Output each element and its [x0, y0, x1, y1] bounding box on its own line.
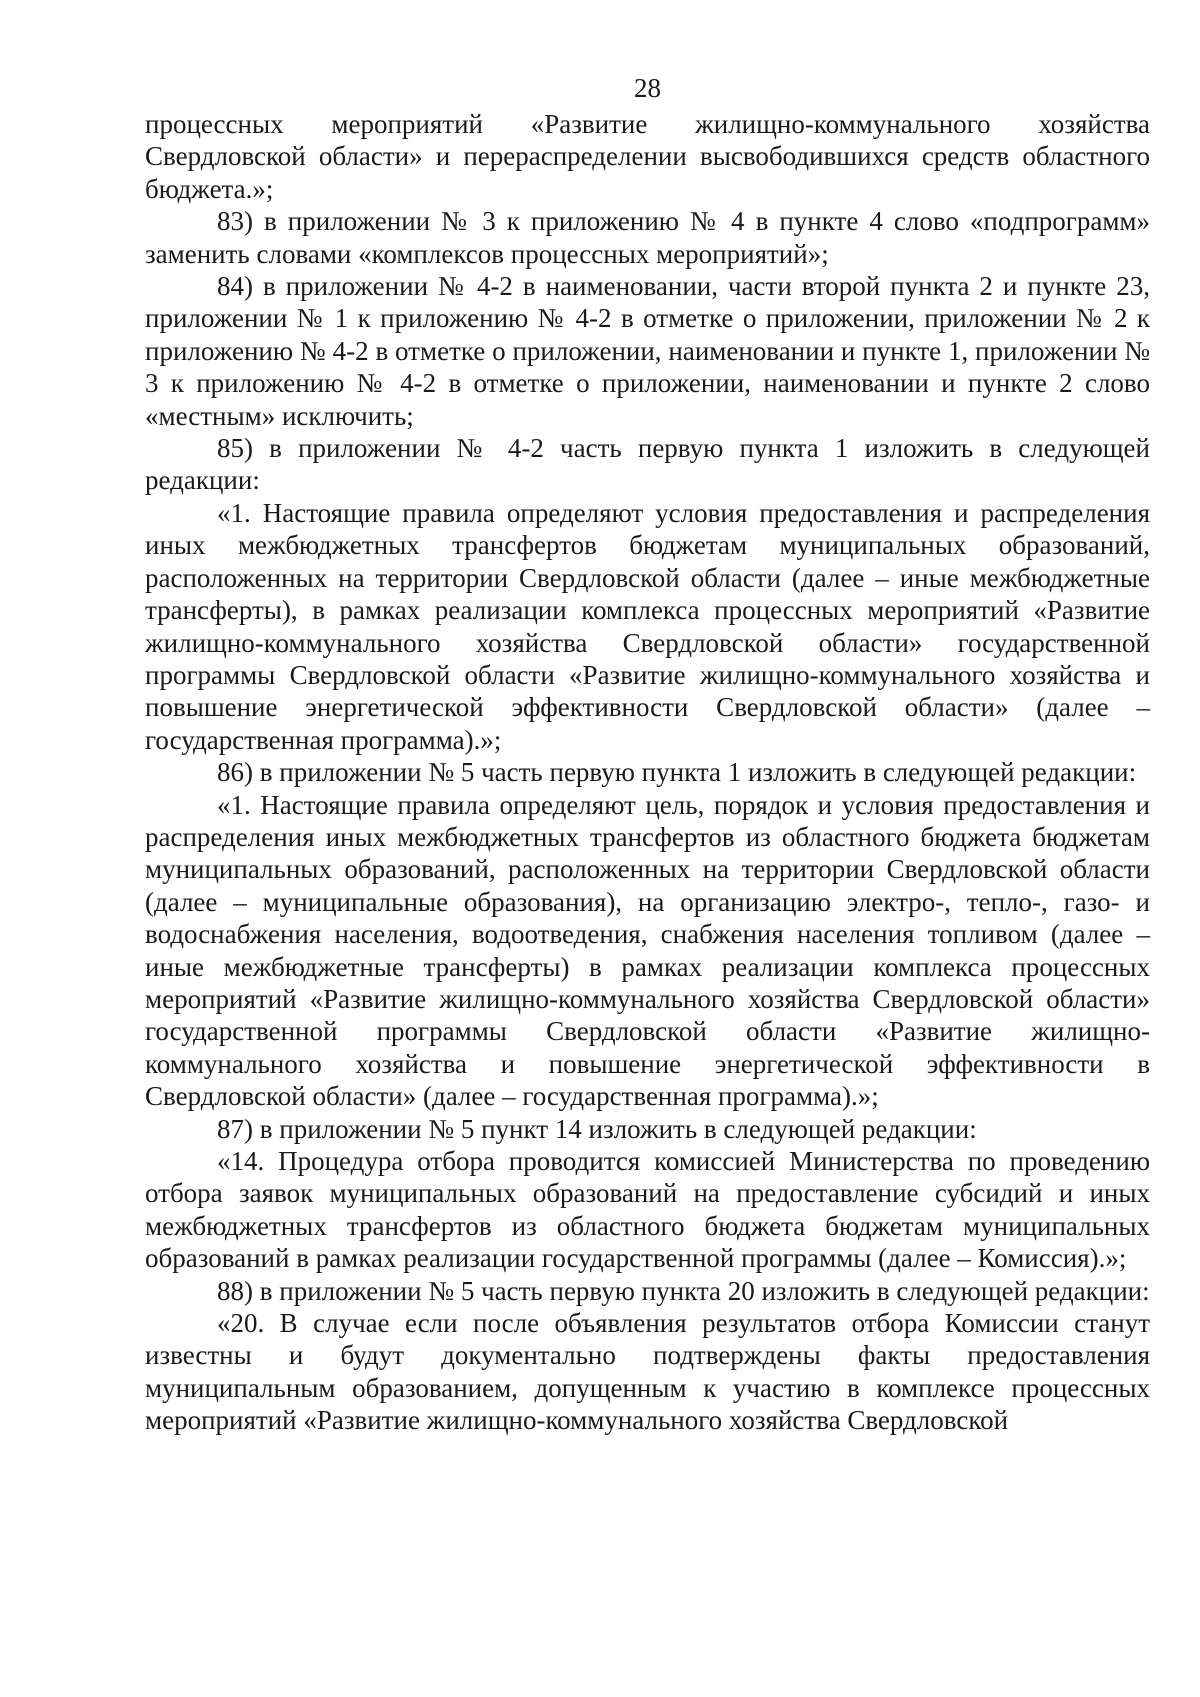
paragraph: процессных мероприятий «Развитие жилищно-коммунального хозяйства Свердловской области» и перераспределении высвободившихся средств областного бюджета.»;	[145, 109, 1150, 204]
paragraph: «1. Настоящие правила определяют условия предоставления и распределения иных межбюджетных трансфертов бюджетам муниципальных образований, расположенных на территории Свердловской области (далее – иные межбюджетные трансферты), в рамках реализации комплекса процессных мероприятий «Развитие жилищно-коммунального хозяйства Свердловской области» государственной программы Свердловской области «Развитие жилищно-коммунального хозяйства и повышение энергетической эффективности Свердловской области» (далее – государственная программа).»;	[145, 497, 1150, 755]
paragraph: 88) в приложении № 5 часть первую пункта 20 изложить в следующей редакции:	[217, 1275, 1150, 1306]
document-page	[145, 72, 1150, 1437]
document-body	[145, 108, 1150, 1437]
paragraph: 84) в приложении № 4-2 в наименовании, части второй пункта 2 и пункте 23, приложении № 1 к приложению № 4-2 в отметке о приложении, приложении № 2 к приложению № 4-2 в отметке о приложении, наименовании и пункте 1, приложении № 3 к приложению № 4-2 в отметке о приложении, наименовании и пункте 2 слово «местным» исключить;	[145, 271, 1150, 431]
paragraph: 86) в приложении № 5 часть первую пункта 1 изложить в следующей редакции:	[217, 757, 1137, 788]
paragraph: «1. Настоящие правила определяют цель, порядок и условия предоставления и распределения иных межбюджетных трансфертов из областного бюджета бюджетам муниципальных образований, расположенных на территории Свердловской области (далее – муниципальные образования), на организацию электро-, тепло-, газо- и водоснабжения населения, водоотведения, снабжения населения топливом (далее – иные межбюджетные трансферты) в рамках реализации комплекса процессных мероприятий «Развитие жилищно-коммунального хозяйства Свердловской области» государственной программы Свердловской области «Развитие жилищно-коммунального хозяйства и повышение энергетической эффективности в Свердловской области» (далее – государственная программа).»;	[145, 789, 1150, 1112]
page-number: 28	[634, 73, 661, 103]
paragraph: 87) в приложении № 5 пункт 14 изложить в следующей редакции:	[217, 1113, 977, 1144]
paragraph: 85) в приложении № 4-2 часть первую пункта 1 изложить в следующей редакции:	[145, 433, 1150, 496]
paragraph: 83) в приложении № 3 к приложению № 4 в пункте 4 слово «подпрограмм» заменить словами «комплексов процессных мероприятий»;	[145, 206, 1150, 269]
paragraph: «20. В случае если после объявления результатов отбора Комиссии станут известны и будут документально подтверждены факты предоставления муниципальным образованием, допущенным к участию в комплексе процессных мероприятий «Развитие жилищно-коммунального хозяйства Свердловской	[145, 1308, 1150, 1436]
paragraph: «14. Процедура отбора проводится комиссией Министерства по проведению отбора заявок муниципальных образований на предоставление субсидий и иных межбюджетных трансфертов из областного бюджета бюджетам муниципальных образований в рамках реализации государственной программы (далее – Комиссия).»;	[145, 1146, 1150, 1274]
